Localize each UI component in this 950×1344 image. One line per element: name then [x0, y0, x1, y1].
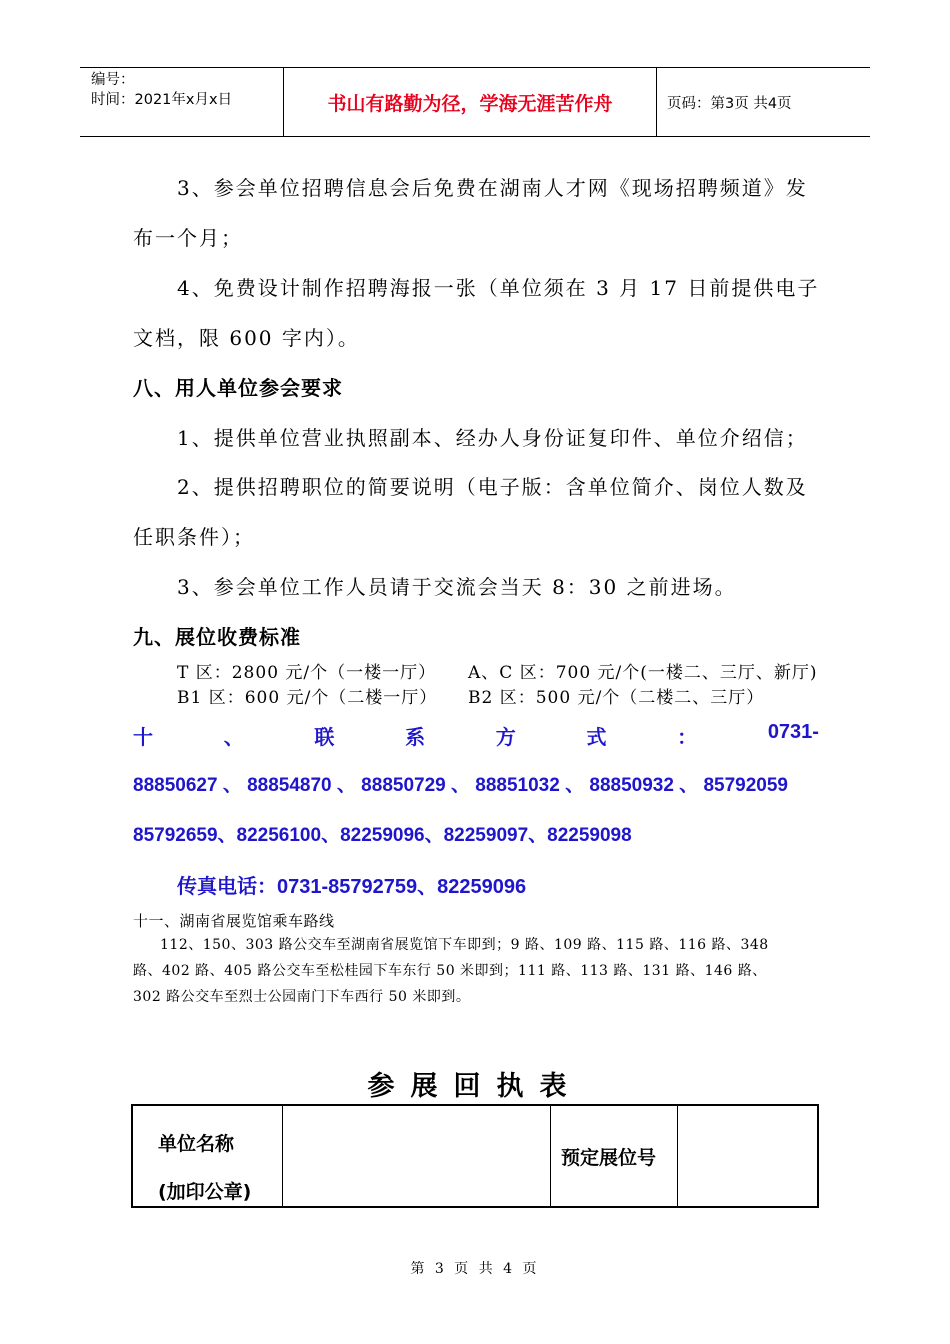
- contact-heading-char: 、: [223, 727, 244, 749]
- section11-heading: 十一、湖南省展览馆乘车路线: [133, 912, 335, 930]
- item3-line2: 布一个月；: [133, 226, 243, 250]
- unit-name-field[interactable]: [283, 1106, 551, 1206]
- route-line2: 路、402 路、405 路公交车至松桂园下车东行 50 米即到；111 路、113 路、131 路、146 路、: [133, 963, 767, 979]
- header-page-info: 页码：第3页 共4页: [667, 95, 792, 112]
- route-line3: 302 路公交车至烈士公园南门下车西行 50 米即到。: [133, 989, 471, 1005]
- header-meta: [80, 68, 283, 136]
- fee-b1-zone: B1 区：600 元/个（二楼一厅）: [177, 688, 438, 708]
- section8-item1: 1、提供单位营业执照副本、经办人身份证复印件、单位介绍信；: [177, 426, 808, 450]
- section10-heading: [133, 721, 819, 750]
- unit-name-label-cell: [133, 1106, 283, 1206]
- seal-label: (加印公章): [158, 1181, 252, 1203]
- section8-item2-line1: 2、提供招聘职位的简要说明（电子版：含单位简介、岗位人数及: [177, 475, 808, 499]
- section9-heading: 九、展位收费标准: [133, 625, 301, 649]
- form-title: 参展回执表: [367, 1071, 583, 1102]
- section8-heading: 八、用人单位参会要求: [133, 376, 343, 400]
- contact-heading-char: 十: [133, 727, 153, 749]
- page-footer: 第 3 页 共 4 页: [410, 1261, 540, 1277]
- header-time: 时间：2021年x月x日: [91, 92, 233, 108]
- header-number: 编号：: [91, 72, 135, 88]
- fee-t-zone: T 区：2800 元/个（一楼一厅）: [177, 663, 437, 683]
- contact-heading-char: ：: [677, 727, 698, 749]
- fee-b2-zone: B2 区：500 元/个（二楼二、三厅）: [468, 688, 765, 708]
- contact-phones-line3: 85792659、82256100、82259096、82259097、82259098: [133, 825, 632, 846]
- contact-heading-char: 式: [586, 727, 607, 749]
- contact-phones-line2: 88850627 、 88854870 、 88850729 、 88851032 、 88850932 、 85792059: [133, 775, 788, 796]
- booth-number-field[interactable]: [678, 1106, 817, 1206]
- fee-ac-zone: A、C 区：700 元/个(一楼二、三厅、新厅): [468, 663, 818, 683]
- section8-item3: 3、参会单位工作人员请于交流会当天 8：30 之前进场。: [177, 575, 737, 599]
- contact-heading-char: 联: [314, 727, 335, 749]
- header-motto: 书山有路勤为径，学海无涯苦作舟: [283, 68, 657, 136]
- booth-label-cell: [551, 1106, 678, 1206]
- reply-form-table: [131, 1104, 819, 1208]
- contact-heading-char: 系: [405, 727, 426, 749]
- page-header: [80, 67, 870, 137]
- booth-number-label: 预定展位号: [561, 1146, 657, 1169]
- contact-heading-char: 方: [495, 727, 516, 749]
- contact-fax: 传真电话：0731-85792759、82259096: [177, 876, 527, 898]
- section8-item2-line2: 任职条件）；: [133, 525, 255, 549]
- unit-name-label: 单位名称: [158, 1133, 235, 1155]
- route-line1: 112、150、303 路公交车至湖南省展览馆下车即到；9 路、109 路、115 路、116 路、348: [160, 937, 769, 953]
- contact-heading-char: 0731-: [767, 721, 819, 743]
- item4-line2: 文档，限 600 字内）。: [133, 326, 360, 350]
- item3-line1: 3、参会单位招聘信息会后免费在湖南人才网《现场招聘频道》发: [177, 176, 808, 200]
- item4-line1: 4、免费设计制作招聘海报一张（单位须在 3 月 17 日前提供电子: [177, 276, 820, 300]
